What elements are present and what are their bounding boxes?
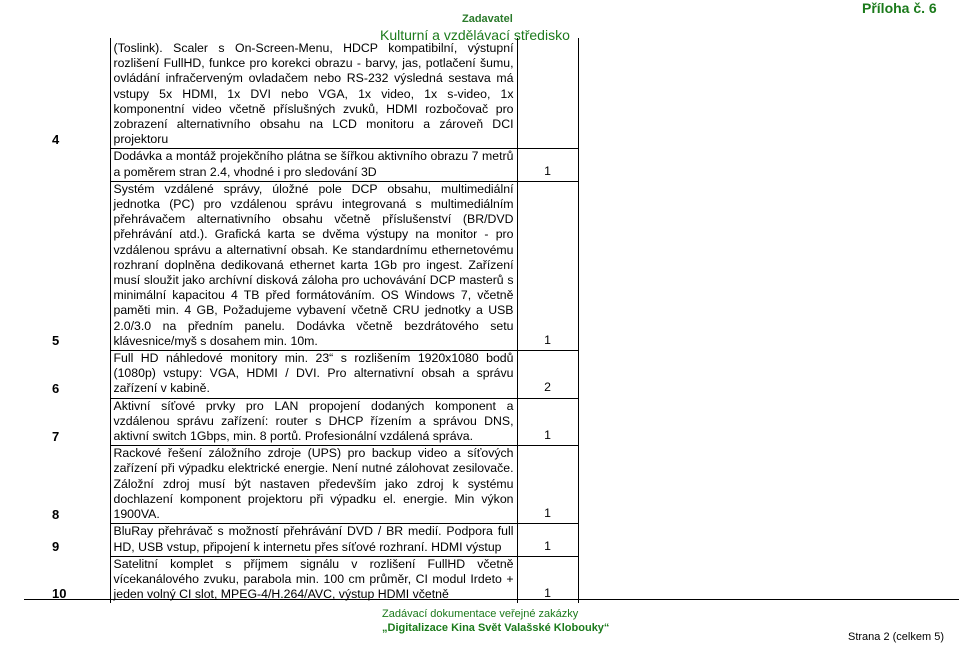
- table-row: [24, 351, 578, 399]
- row-description: BluRay přehrávač s možností přehrávání DVD / BR medií. Podpora full HD, USB vstup, připojení k internetu přes síťové rozhraní. HDMI výstup: [110, 524, 517, 556]
- table-row: [24, 181, 578, 350]
- page-number: Strana 2 (celkem 5): [848, 631, 944, 643]
- row-quantity: 1: [517, 181, 578, 350]
- row-description: (Toslink). Scaler s On-Screen-Menu, HDCP kompatibilní, výstupní rozlišení FullHD, funkce pro korekci obrazu - barvy, jas, potlačení šumu, ovládání infračerveným ovladačem nebo RS-232 výsledná sestava má vstupy 5x HDMI, 1x DVI nebo VGA, 1x video, 1x s-video, 1x komponentní video včetně příslušných zvuků, HDMI rozbočovač pro zobrazení alternativního obsahu na LCD monitoru a zároveň DCI projektoru: [110, 38, 517, 149]
- attachment-label: Příloha č. 6: [862, 0, 937, 16]
- row-number: [24, 149, 110, 181]
- items-table: [24, 38, 579, 603]
- row-quantity: [517, 38, 578, 149]
- row-description: Aktivní síťové prvky pro LAN propojení dodaných komponent a vzdálenou správu zařízení: router s DHCP řízením a správou DNS, aktivní switch 1Gbps, min. 8 portů. Profesionální vzdálená správa.: [110, 398, 517, 446]
- row-quantity: 1: [517, 556, 578, 603]
- table-row: [24, 149, 578, 181]
- row-number: 6: [24, 351, 110, 399]
- row-number: 8: [24, 446, 110, 524]
- row-description: Dodávka a montáž projekčního plátna se šířkou aktivního obrazu 7 metrů a poměrem stran 2.4, vhodné i pro sledování 3D: [110, 149, 517, 181]
- table-row: [24, 446, 578, 524]
- row-quantity: 2: [517, 351, 578, 399]
- footer-document-title: Zadávací dokumentace veřejné zakázky: [382, 608, 579, 620]
- row-description: Rackové řešení záložního zdroje (UPS) pro backup video a síťových zařízení při výpadku elektrické energie. Není nutné zálohovat zesilovače. Záložní zdroj musí být nastaven především jako zdroj k systému dochlazení komponent projektoru při výpadku el. energie. Min výkon 1900VA.: [110, 446, 517, 524]
- footer-project-name: „Digitalizace Kina Svět Valašské Klobouky“: [382, 622, 610, 634]
- row-number: 10: [24, 556, 110, 603]
- row-description: Systém vzdálené správy, úložné pole DCP obsahu, multimediální jednotka (PC) pro vzdálenou správu integrovaná s multimediálním přehrávačem alternativního obsahu včetně příslušenství (BR/DVD přehrávání atd.). Grafická karta se dvěma výstupy na monitor - pro vzdálenou správu a alternativní obsah. Ke standardnímu ethernetovému rozhraní doplněna dedikovaná ethernet karta 1Gb pro ingest. Zařízení musí sloužit jako archívní disková záloha pro uchovávání DCP masterů s minimální kapacitou 4 TB před formátováním. OS Windows 7, včetně paměti min. 4 GB, Požadujeme vybavení včetně CRU jednotky a USB 2.0/3.0 na předním panelu. Dodávka včetně bezdrátového setu klávesnice/myš s dosahem min. 10m.: [110, 181, 517, 350]
- header-title: Kulturní a vzdělávací středisko: [380, 27, 570, 43]
- row-number: 9: [24, 524, 110, 556]
- row-quantity: 1: [517, 446, 578, 524]
- row-number: 5: [24, 181, 110, 350]
- page-divider: [24, 599, 959, 600]
- table-row: [24, 556, 578, 603]
- row-quantity: 1: [517, 524, 578, 556]
- header-label: Zadavatel: [462, 13, 513, 25]
- row-quantity: 1: [517, 149, 578, 181]
- row-quantity: 1: [517, 398, 578, 446]
- table-row: [24, 524, 578, 556]
- row-number: 7: [24, 398, 110, 446]
- row-number: 4: [24, 38, 110, 149]
- row-description: Full HD náhledové monitory min. 23“ s rozlišením 1920x1080 bodů (1080p) vstupy: VGA, HDMI / DVI. Pro alternativní obsah a správu zařízení v kabině.: [110, 351, 517, 399]
- row-description: Satelitní komplet s příjmem signálu v rozlišení FullHD včetně vícekanálového zvuku, parabola min. 100 cm průměr, CI modul Irdeto + jeden volný CI slot, MPEG-4/H.264/AVC, výstup HDMI včetně: [113, 556, 514, 602]
- table-row: [24, 398, 578, 446]
- table-row: [24, 38, 578, 149]
